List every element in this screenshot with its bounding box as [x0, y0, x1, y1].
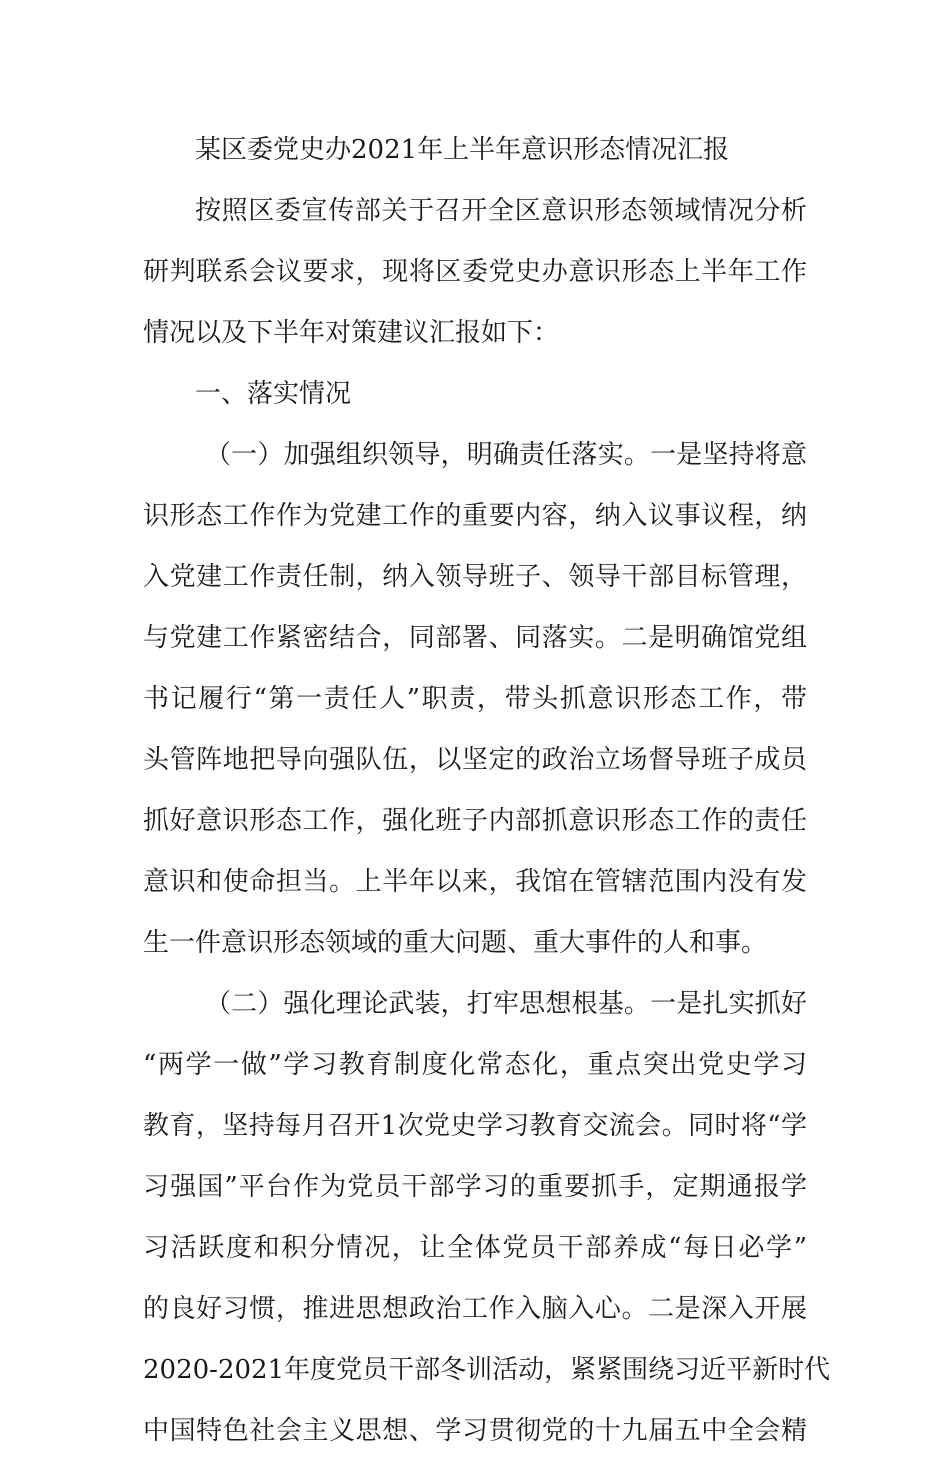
paragraph-line: 研判联系会议要求，现将区委党史办意识形态上半年工作	[143, 257, 807, 287]
paragraph-line: 习活跃度和积分情况，让全体党员干部养成“每日必学”	[143, 1233, 807, 1263]
paragraph-line: 教育，坚持每月召开1次党史学习教育交流会。同时将“学	[143, 1111, 807, 1141]
paragraph-line: 头管阵地把导向强队伍，以坚定的政治立场督导班子成员	[143, 745, 807, 775]
document-body	[143, 120, 831, 1462]
paragraph-organization	[143, 425, 807, 974]
paragraph-theory	[143, 974, 831, 1462]
document-title: 某区委党史办2021年上半年意识形态情况汇报	[195, 135, 730, 165]
paragraph-line: 2020-2021年度党员干部冬训活动，紧紧围绕习近平新时代	[143, 1355, 831, 1385]
section-heading: 一、落实情况	[195, 379, 352, 409]
paragraph-line: 意识和使命担当。上半年以来，我馆在管辖范围内没有发	[143, 867, 807, 897]
paragraph-line: 中国特色社会主义思想、学习贯彻党的十九届五中全会精	[143, 1416, 807, 1446]
paragraph-line: “两学一做”学习教育制度化常态化，重点突出党史学习	[143, 1050, 807, 1080]
paragraph-line: 抓好意识形态工作，强化班子内部抓意识形态工作的责任	[143, 806, 807, 836]
paragraph-line: 按照区委宣传部关于召开全区意识形态领域情况分析	[195, 196, 807, 226]
paragraph-line: （一）加强组织领导，明确责任落实。一是坚持将意	[205, 440, 807, 470]
paragraph-line: 识形态工作作为党建工作的重要内容，纳入议事议程，纳	[143, 501, 807, 531]
paragraph-line: 书记履行“第一责任人”职责，带头抓意识形态工作，带	[143, 684, 807, 714]
paragraph-line: 生一件意识形态领域的重大问题、重大事件的人和事。	[143, 928, 768, 958]
paragraph-line: （二）强化理论武装，打牢思想根基。一是扎实抓好	[205, 989, 807, 1019]
paragraph-line: 情况以及下半年对策建议汇报如下：	[143, 318, 560, 348]
intro-paragraph	[143, 181, 807, 364]
paragraph-line: 习强国”平台作为党员干部学习的重要抓手，定期通报学	[143, 1172, 807, 1202]
paragraph-line: 与党建工作紧密结合，同部署、同落实。二是明确馆党组	[143, 623, 807, 653]
paragraph-line: 的良好习惯，推进思想政治工作入脑入心。二是深入开展	[143, 1294, 807, 1324]
paragraph-line: 入党建工作责任制，纳入领导班子、领导干部目标管理，	[143, 562, 807, 592]
